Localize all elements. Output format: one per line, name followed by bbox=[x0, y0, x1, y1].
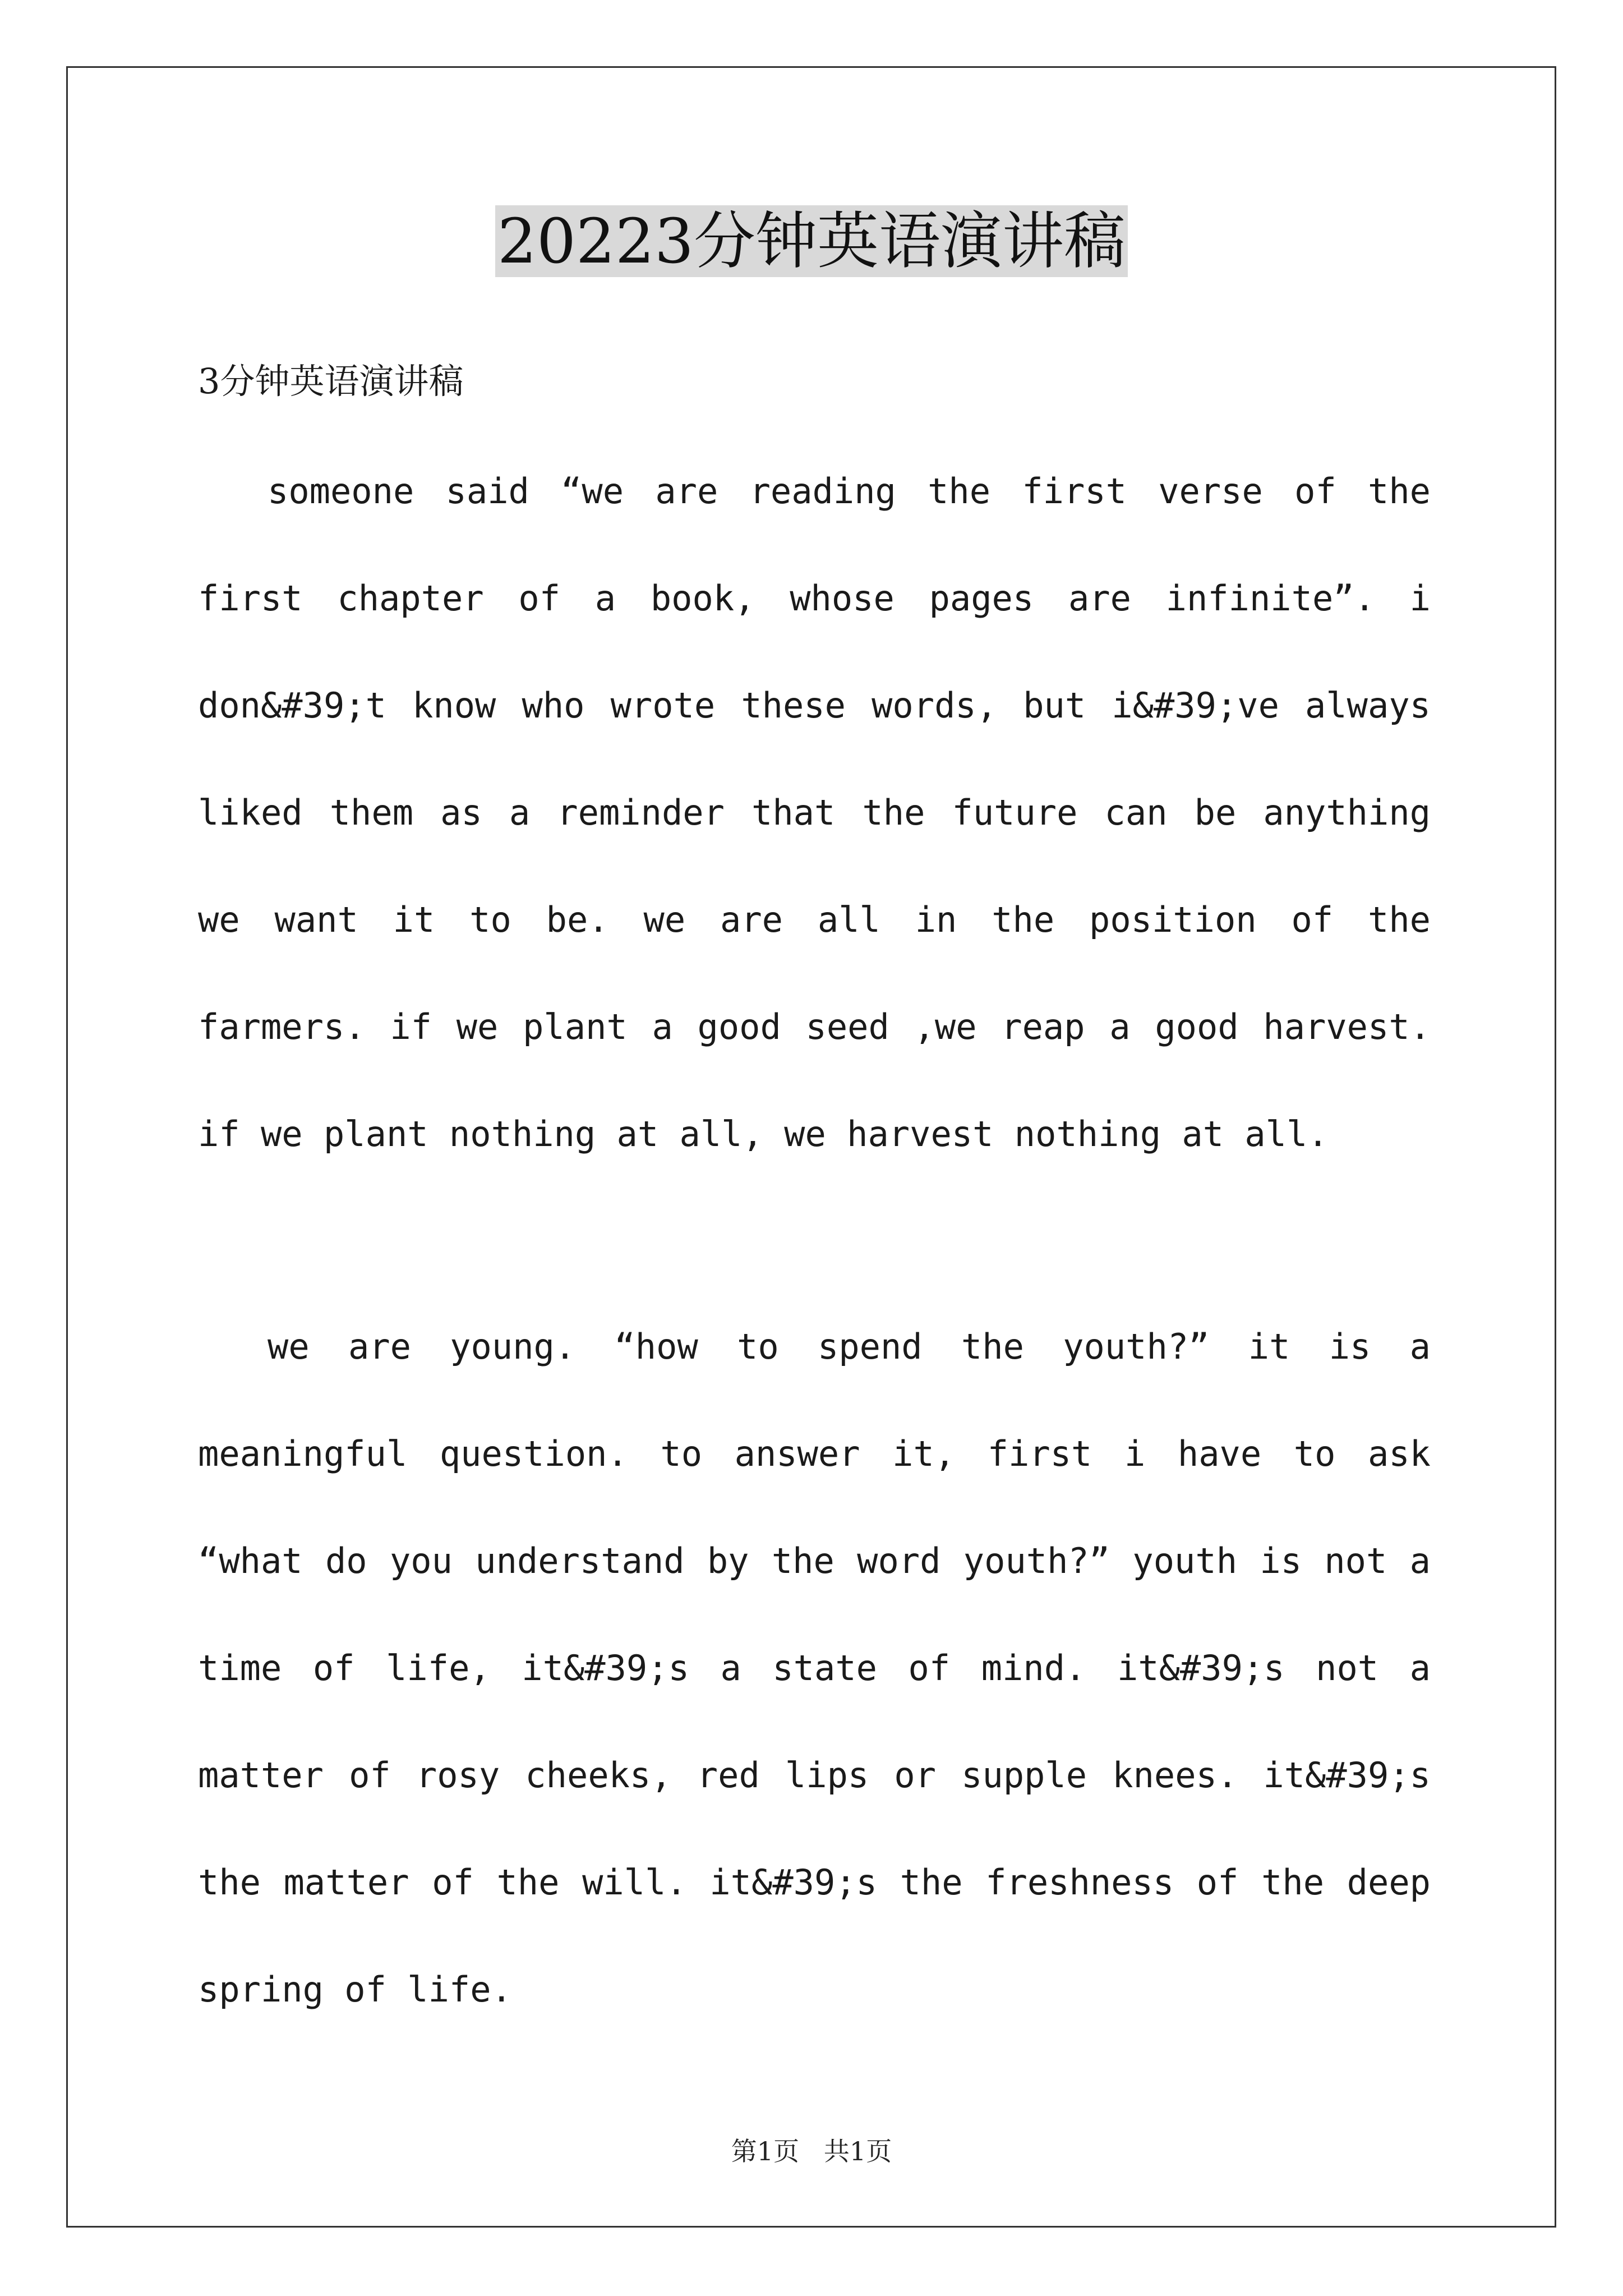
document-title bbox=[0, 199, 1623, 283]
document-title-text: 20223分钟英语演讲稿 bbox=[495, 205, 1128, 277]
page-footer: 第1页 共1页 bbox=[731, 2136, 892, 2166]
document-subtitle: 3分钟英语演讲稿 bbox=[198, 361, 464, 402]
paragraph-2: we are young. “how to spend the youth?” it is a meaningful question. to answer it, first i have to ask “what do you understand by the word youth?” youth is not a time of life, it&#39;s a state of mind. it&#39;s not a matter of rosy cheeks, red lips or supple knees. it&#39;s the matter of the will. it&#39;s the freshness of the deep spring of life. bbox=[198, 1326, 1431, 2010]
paragraph-1: someone said “we are reading the first verse of the first chapter of a book, whose pages are infinite”. i don&#39;t know who wrote these words, but i&#39;ve always liked them as a reminder that the future can be anything we want it to be. we are all in the position of the farmers. if we plant a good seed ,we reap a good harvest. if we plant nothing at all, we harvest nothing at all. bbox=[198, 471, 1431, 1154]
